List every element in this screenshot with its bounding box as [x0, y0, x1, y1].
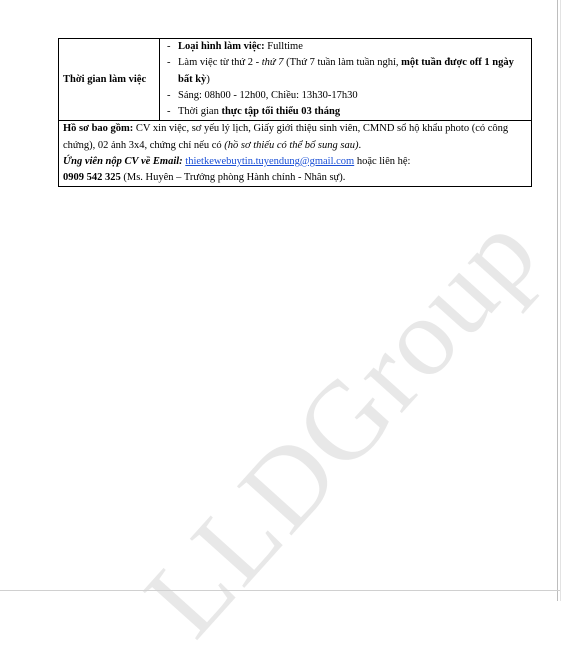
work-type-label: Loại hình làm việc: — [178, 41, 265, 52]
page-edge — [557, 0, 558, 601]
hours-text: Sáng: 08h00 - 12h00, Chiều: 13h30-17h30 — [178, 89, 358, 101]
watermark: LLDGroup — [121, 189, 562, 660]
documents-note: (hồ sơ thiếu có thể bổ sung sau) — [224, 139, 359, 151]
contact-paragraph — [63, 170, 527, 186]
workdays-text: Làm việc từ thứ 2 - — [178, 57, 262, 69]
page-bottom-edge — [0, 590, 560, 591]
internship-duration: thực tập tối thiểu 03 tháng — [221, 106, 341, 118]
list-item: - Làm việc từ thứ 2 - thứ 7 (Thứ 7 tuần làm tuần nghỉ, một tuần được off 1 ngày bất kỳ) — [167, 57, 514, 85]
documents-heading: Hồ sơ bao gồm: — [63, 123, 134, 135]
worktime-details — [160, 39, 532, 121]
worktime-row — [59, 39, 532, 121]
documents-cell — [59, 121, 532, 187]
apply-paragraph — [63, 154, 527, 170]
documents-paragraph — [63, 121, 527, 154]
email-link[interactable]: thietkewebuytin.tuyendung@gmail.com — [185, 155, 355, 167]
day-off-text: một tuần được off 1 ngày bất kỳ — [178, 57, 514, 85]
workdays-note: (Thứ 7 tuần làm tuần nghỉ, — [283, 57, 402, 69]
list-item: - Thời gian thực tập tối thiểu 03 tháng — [167, 106, 341, 118]
contact-phone: 0909 542 325 — [63, 172, 121, 184]
documents-end: . — [358, 139, 362, 151]
worktime-label: Thời gian làm việc — [59, 39, 160, 121]
documents-row — [59, 121, 532, 187]
documents-text: CV xin việc, sơ yếu lý lịch, Giấy giới thiệu sinh viên, CMND sổ hộ khẩu photo (có công chứng), 02 ảnh 3x4, chứng chỉ nếu có — [63, 123, 509, 151]
contact-person: (Ms. Huyên – Trưởng phòng Hành chính - Nhân sự). — [120, 172, 346, 184]
list-item: - Sáng: 08h00 - 12h00, Chiều: 13h30-17h30 — [167, 89, 358, 101]
apply-label: Ứng viên nộp CV về Email: — [63, 155, 183, 167]
job-info-table — [58, 38, 532, 187]
apply-after: hoặc liên hệ: — [354, 155, 411, 167]
internship-text: Thời gian — [178, 106, 222, 118]
list-item: - Loại hình làm việc: Fulltime — [167, 41, 303, 52]
workdays-italic: thứ 7 — [261, 57, 284, 69]
work-type-value: Fulltime — [264, 41, 303, 52]
page-edge-shadow — [560, 0, 561, 601]
worktime-bullet-list — [164, 39, 527, 120]
workdays-close: ) — [206, 73, 210, 85]
